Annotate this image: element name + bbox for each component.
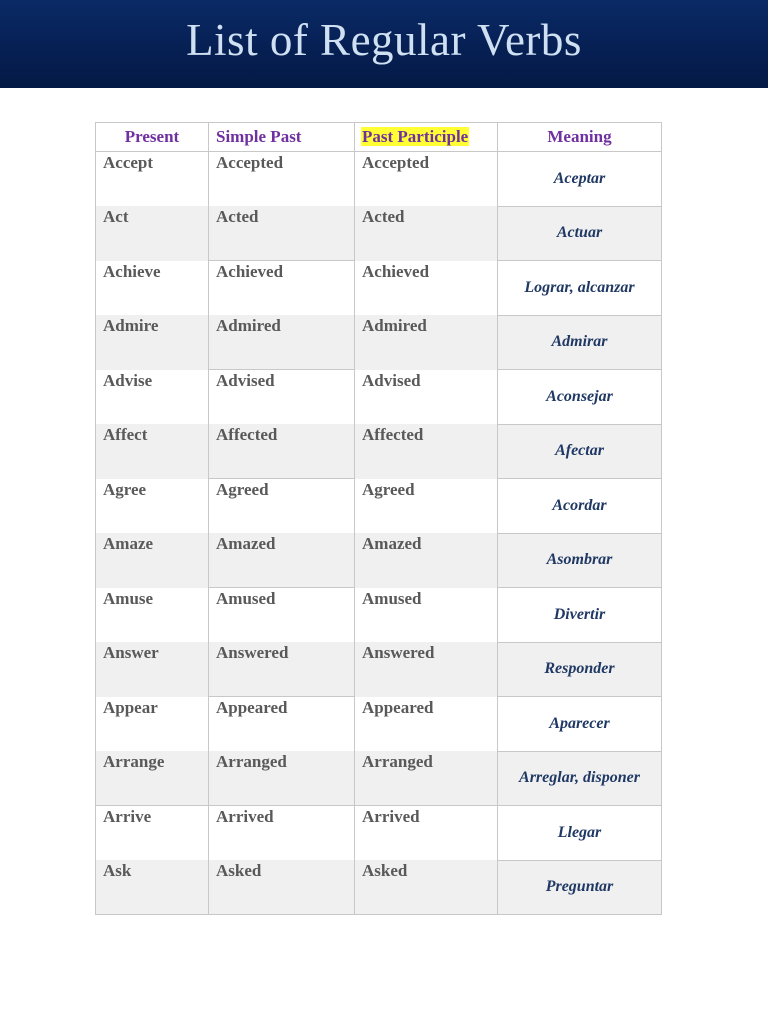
cell-present: Agree [96, 479, 209, 534]
cell-meaning: Llegar [498, 806, 662, 861]
cell-meaning: Responder [498, 642, 662, 697]
cell-simple-past: Admired [209, 315, 355, 370]
header-highlight: Past Participle [362, 127, 469, 146]
cell-present: Answer [96, 642, 209, 697]
cell-simple-past: Asked [209, 860, 355, 915]
title-banner [0, 0, 768, 88]
header-present: Present [96, 123, 209, 152]
cell-simple-past: Accepted [209, 152, 355, 207]
cell-past-participle: Arranged [355, 751, 498, 806]
cell-present: Amuse [96, 588, 209, 643]
table-row [96, 261, 662, 316]
cell-present: Act [96, 206, 209, 261]
table-row [96, 479, 662, 534]
cell-past-participle: Advised [355, 370, 498, 425]
cell-meaning: Divertir [498, 588, 662, 643]
cell-meaning: Preguntar [498, 860, 662, 915]
cell-present: Achieve [96, 261, 209, 316]
cell-simple-past: Achieved [209, 261, 355, 316]
cell-past-participle: Affected [355, 424, 498, 479]
header-meaning: Meaning [498, 123, 662, 152]
cell-present: Appear [96, 697, 209, 752]
cell-simple-past: Arranged [209, 751, 355, 806]
cell-simple-past: Amazed [209, 533, 355, 588]
table-row [96, 370, 662, 425]
cell-meaning: Arreglar, disponer [498, 751, 662, 806]
cell-present: Amaze [96, 533, 209, 588]
page-title: List of Regular Verbs [186, 15, 582, 65]
cell-present: Arrange [96, 751, 209, 806]
cell-simple-past: Affected [209, 424, 355, 479]
cell-past-participle: Arrived [355, 806, 498, 861]
cell-meaning: Admirar [498, 315, 662, 370]
table-row [96, 806, 662, 861]
cell-past-participle: Amused [355, 588, 498, 643]
cell-meaning: Afectar [498, 424, 662, 479]
table-row [96, 533, 662, 588]
cell-present: Affect [96, 424, 209, 479]
table-body [96, 152, 662, 915]
cell-past-participle: Asked [355, 860, 498, 915]
cell-past-participle: Answered [355, 642, 498, 697]
cell-meaning: Aparecer [498, 697, 662, 752]
header-simple-past: Simple Past [209, 123, 355, 152]
cell-present: Accept [96, 152, 209, 207]
cell-meaning: Asombrar [498, 533, 662, 588]
cell-present: Ask [96, 860, 209, 915]
table-row [96, 751, 662, 806]
cell-present: Advise [96, 370, 209, 425]
cell-present: Arrive [96, 806, 209, 861]
cell-meaning: Lograr, alcanzar [498, 261, 662, 316]
table-row [96, 860, 662, 915]
cell-simple-past: Amused [209, 588, 355, 643]
table-row [96, 206, 662, 261]
table-row [96, 697, 662, 752]
cell-past-participle: Admired [355, 315, 498, 370]
cell-past-participle: Agreed [355, 479, 498, 534]
table-row [96, 152, 662, 207]
cell-meaning: Aceptar [498, 152, 662, 207]
table-row [96, 588, 662, 643]
cell-past-participle: Appeared [355, 697, 498, 752]
cell-simple-past: Answered [209, 642, 355, 697]
cell-past-participle: Acted [355, 206, 498, 261]
table-row [96, 642, 662, 697]
cell-simple-past: Acted [209, 206, 355, 261]
table-row [96, 424, 662, 479]
cell-past-participle: Amazed [355, 533, 498, 588]
cell-simple-past: Arrived [209, 806, 355, 861]
cell-present: Admire [96, 315, 209, 370]
table-header-row [96, 123, 662, 152]
cell-past-participle: Accepted [355, 152, 498, 207]
regular-verbs-table [95, 122, 662, 915]
table-row [96, 315, 662, 370]
header-past-participle [355, 123, 498, 152]
cell-meaning: Aconsejar [498, 370, 662, 425]
cell-meaning: Actuar [498, 206, 662, 261]
cell-simple-past: Agreed [209, 479, 355, 534]
cell-simple-past: Advised [209, 370, 355, 425]
cell-past-participle: Achieved [355, 261, 498, 316]
cell-meaning: Acordar [498, 479, 662, 534]
cell-simple-past: Appeared [209, 697, 355, 752]
